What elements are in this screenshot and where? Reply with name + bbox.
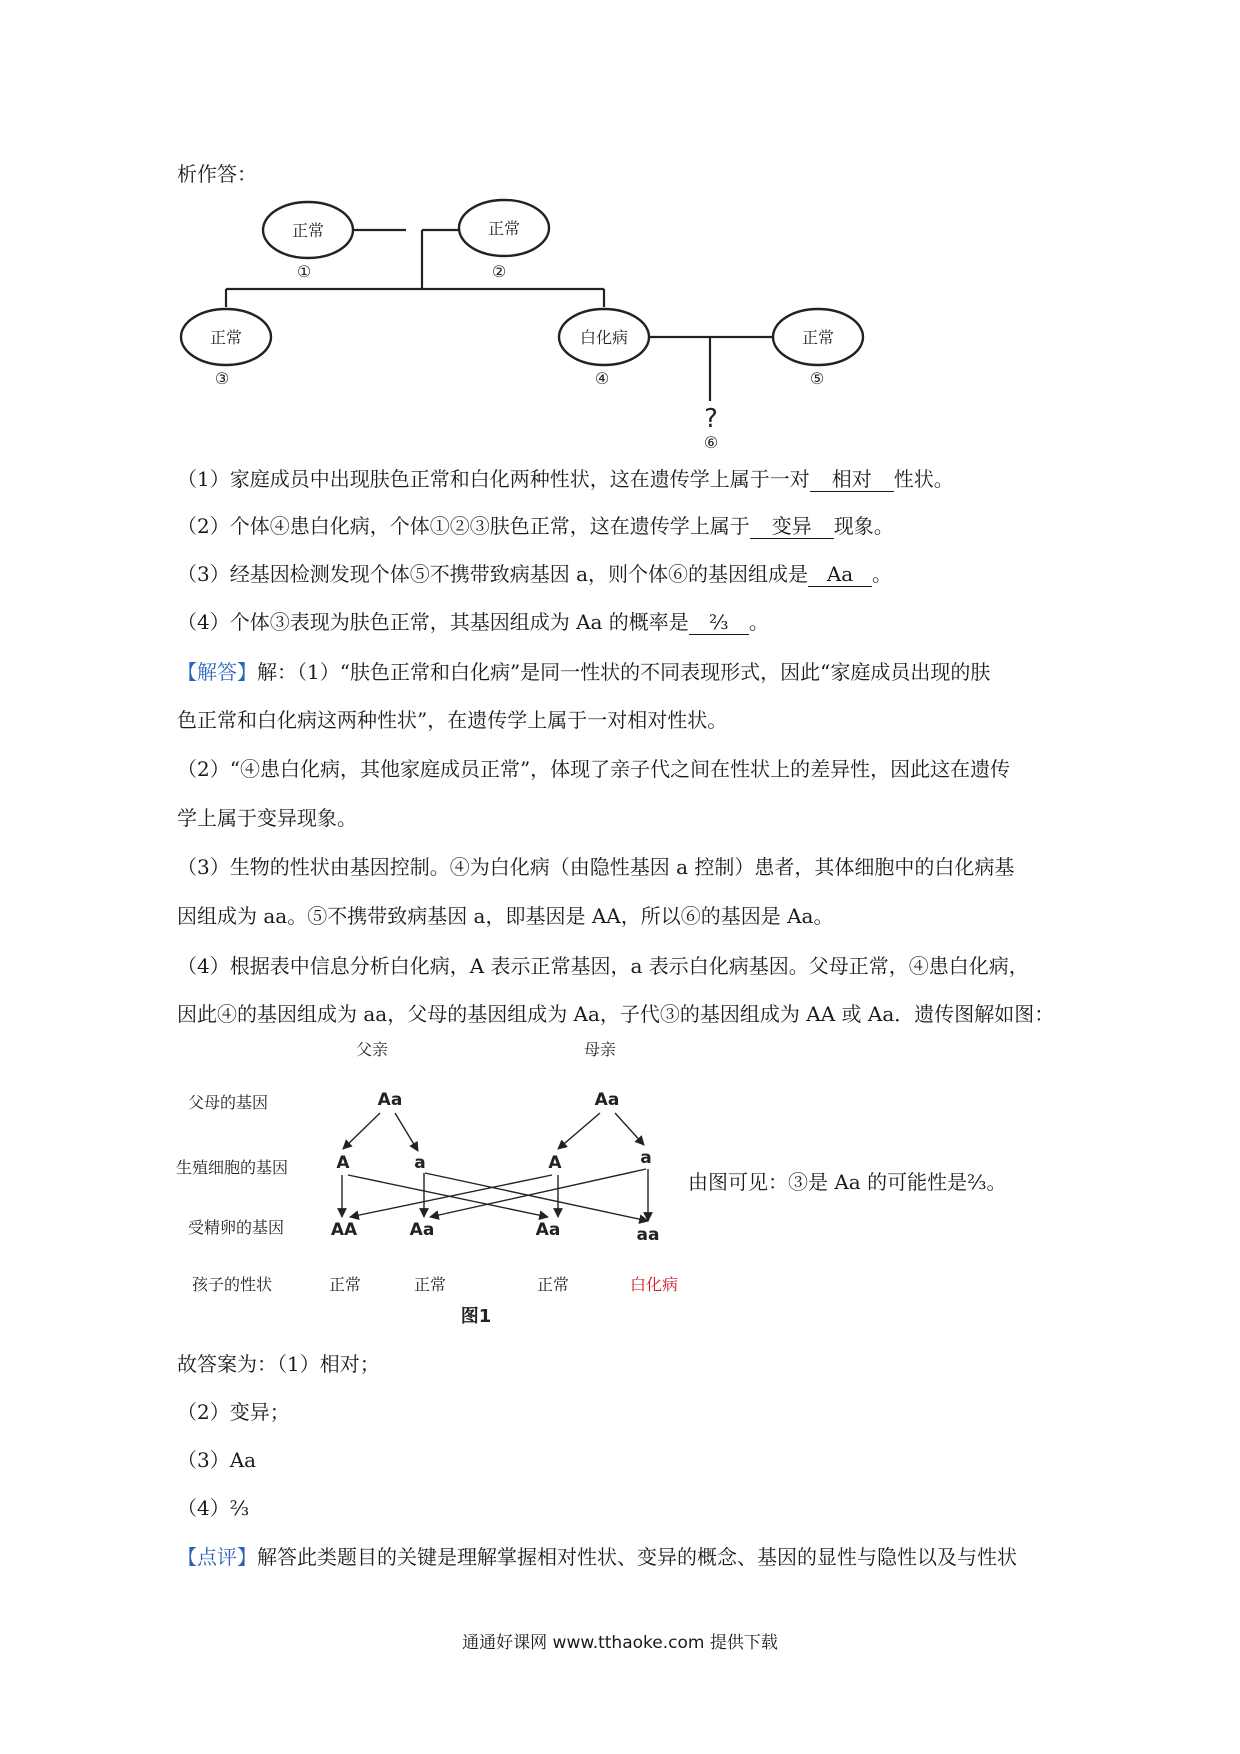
answer-blank-3: Aa [808, 562, 872, 587]
pedigree-diagram [170, 195, 890, 455]
diagram-side-note: 由图可见：③是 Aa 的可能性是⅔。 [688, 1170, 1007, 1194]
question-3: （3）经基因检测发现个体⑤不携带致病基因 a，则个体⑥的基因组成是 Aa 。 [177, 562, 893, 586]
row-label-gametes: 生殖细胞的基因 [176, 1158, 289, 1177]
row-label-zygotes: 受精卵的基因 [188, 1218, 285, 1237]
person-6-unknown: ? [704, 404, 718, 434]
trait-3: 正常 [536, 1275, 570, 1294]
solution-line-7: （4）根据表中信息分析白化病，A 表示正常基因，a 表示白化病基因。父母正常，④患白化病， [177, 954, 1029, 978]
figure-caption: 图1 [460, 1306, 492, 1327]
solution-line-2: 色正常和白化病这两种性状”，在遗传学上属于一对相对性状。 [177, 708, 728, 732]
person-3-label: 正常 [209, 328, 243, 347]
intro-text: 析作答： [177, 162, 257, 186]
gamete-2: a [414, 1153, 426, 1173]
gamete-3: A [548, 1153, 562, 1173]
page-footer: 通通好课网 www.tthaoke.com 提供下载 [462, 1633, 778, 1653]
solution-line-1: 【解答】解：（1）“肤色正常和白化病”是同一性状的不同表现形式，因此“家庭成员出现的肤 [177, 660, 991, 684]
mother-genotype: Aa [594, 1090, 620, 1110]
father-genotype: Aa [377, 1090, 403, 1110]
zygote-2: Aa [409, 1220, 435, 1240]
answer-line-2: （2）变异； [177, 1400, 290, 1424]
person-3-number: ③ [214, 369, 230, 388]
answer-line-4: （4）⅔ [177, 1496, 250, 1520]
gamete-1: A [336, 1153, 350, 1173]
father-label: 父亲 [355, 1040, 389, 1059]
solution-tag: 【解答】 [177, 660, 257, 684]
zygote-1: AA [330, 1220, 358, 1240]
answer-blank-4: ⅔ [689, 610, 749, 635]
row-label-parents: 父母的基因 [188, 1093, 269, 1112]
question-1: （1）家庭成员中出现肤色正常和白化两种性状，这在遗传学上属于一对 相对 性状。 [177, 467, 954, 491]
solution-line-5: （3）生物的性状由基因控制。④为白化病（由隐性基因 a 控制）患者，其体细胞中的白化病基 [177, 855, 1015, 879]
person-6-number: ⑥ [703, 433, 719, 452]
person-1-label: 正常 [291, 221, 325, 240]
trait-2: 正常 [413, 1275, 447, 1294]
mother-label: 母亲 [583, 1040, 617, 1059]
person-2-number: ② [491, 262, 507, 281]
person-1-number: ① [296, 262, 312, 281]
solution-line-6: 因组成为 aa。⑤不携带致病基因 a，即基因是 AA，所以⑥的基因是 Aa。 [177, 904, 834, 928]
comment-line: 【点评】解答此类题目的关键是理解掌握相对性状、变异的概念、基因的显性与隐性以及与性状 [177, 1545, 1017, 1569]
zygote-4: aa [636, 1225, 660, 1245]
solution-line-4: 学上属于变异现象。 [177, 806, 357, 830]
trait-1: 正常 [328, 1275, 362, 1294]
solution-line-3: （2）“④患白化病，其他家庭成员正常”，体现了亲子代之间在性状上的差异性，因此这在遗传 [177, 757, 1011, 781]
person-2-label: 正常 [487, 219, 521, 238]
question-2: （2）个体④患白化病，个体①②③肤色正常，这在遗传学上属于 变异 现象。 [177, 514, 894, 538]
person-4-label: 白化病 [579, 328, 629, 347]
row-label-traits: 孩子的性状 [192, 1275, 273, 1294]
zygote-3: Aa [535, 1220, 561, 1240]
answer-blank-1: 相对 [810, 467, 894, 492]
person-5-number: ⑤ [809, 369, 825, 388]
gamete-4: a [640, 1148, 652, 1168]
answer-line-3: （3）Aa [177, 1448, 257, 1472]
person-5-label: 正常 [801, 328, 835, 347]
answer-blank-2: 变异 [750, 514, 834, 539]
comment-tag: 【点评】 [177, 1545, 257, 1569]
solution-line-8: 因此④的基因组成为 aa，父母的基因组成为 Aa，子代③的基因组成为 AA 或 Aa．遗传图解如图： [177, 1002, 1055, 1026]
answer-lead: 故答案为：（1）相对； [177, 1352, 380, 1376]
question-4: （4）个体③表现为肤色正常，其基因组成为 Aa 的概率是 ⅔ 。 [177, 610, 769, 634]
person-4-number: ④ [594, 369, 610, 388]
genetics-cross-diagram [170, 1035, 690, 1335]
trait-4-disease: 白化病 [629, 1275, 679, 1294]
